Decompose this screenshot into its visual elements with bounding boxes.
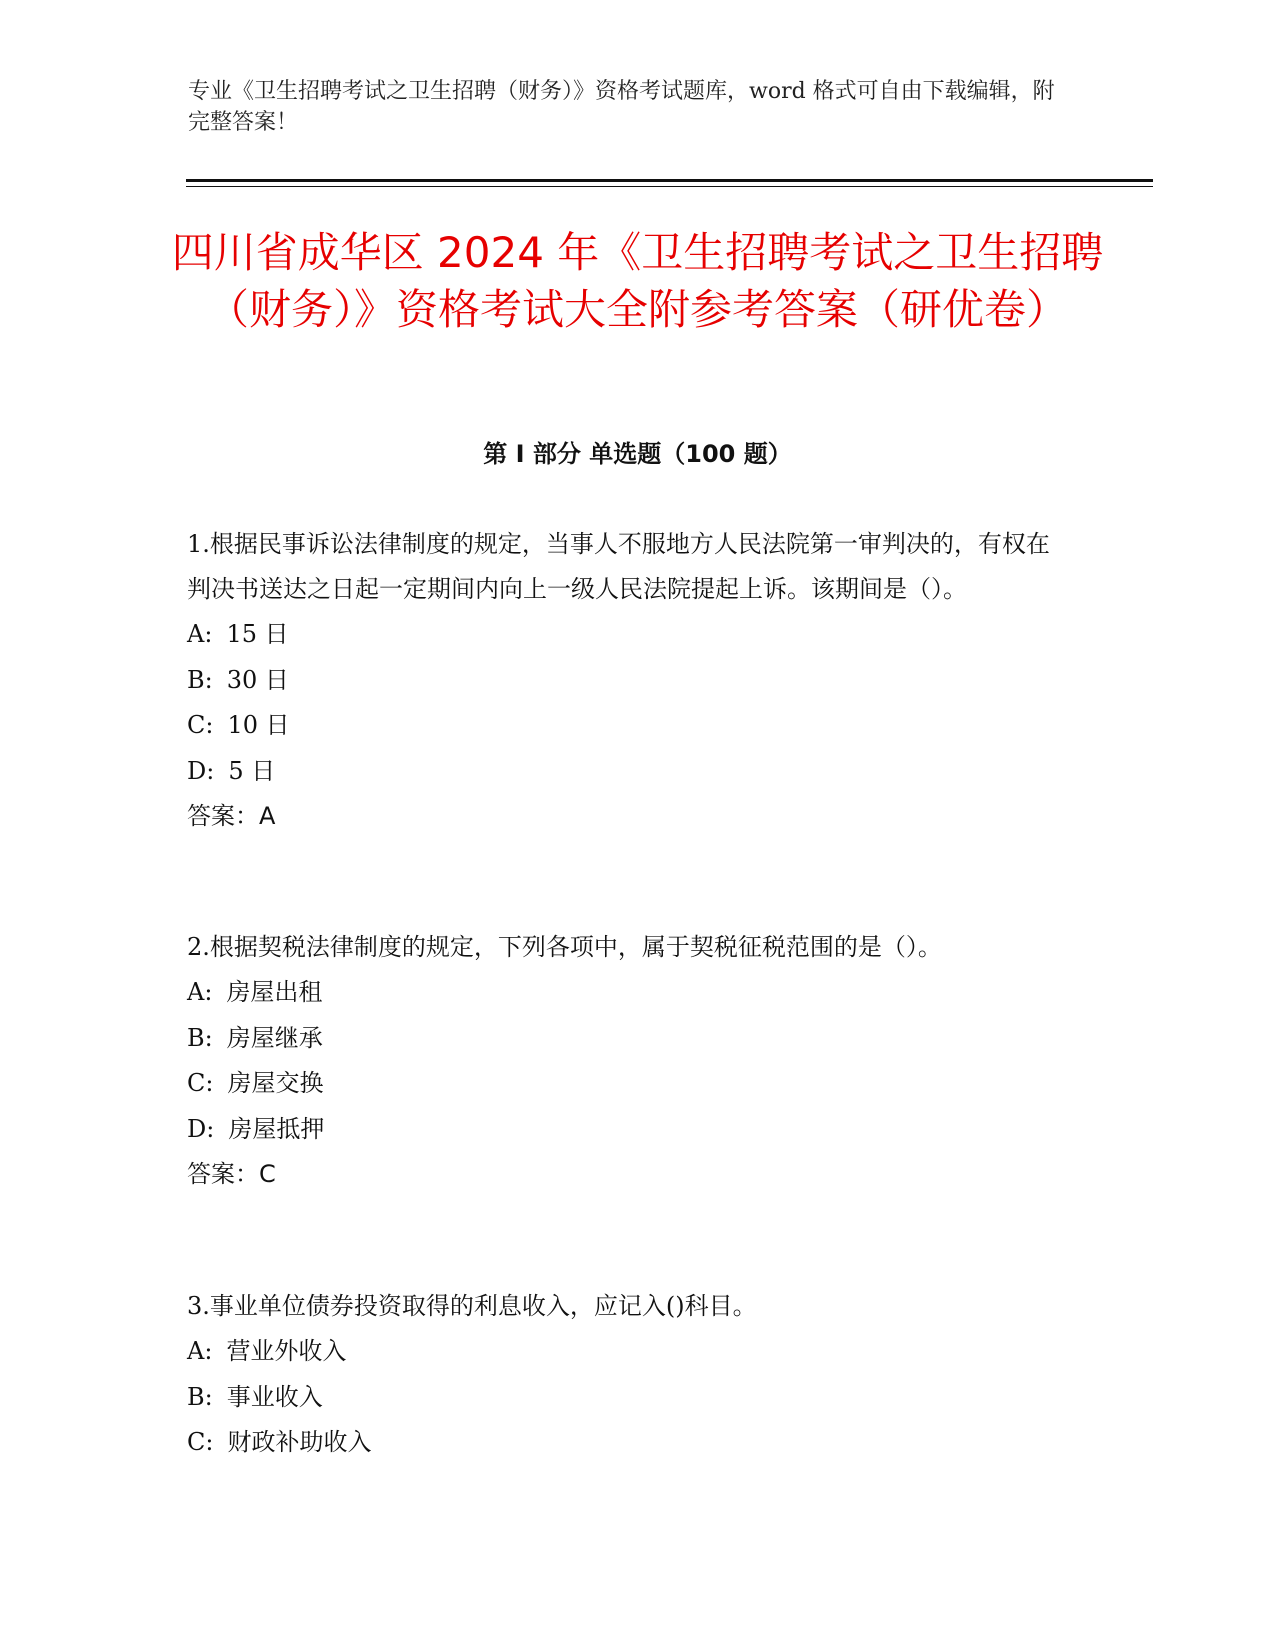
option-separator: : <box>205 1428 214 1456</box>
answer: 答案：A <box>187 802 276 830</box>
option-text: 30 日 <box>226 665 289 694</box>
option-text: 营业外收入 <box>226 1337 347 1365</box>
option-b <box>187 1016 1067 1062</box>
option-text: 事业收入 <box>226 1382 323 1411</box>
option-label: B <box>187 1382 205 1411</box>
option-separator: : <box>204 1023 213 1052</box>
question-2 <box>187 925 1067 1198</box>
option-label: D <box>187 756 207 785</box>
option-label: D <box>187 1114 207 1143</box>
option-label: C <box>187 1069 206 1097</box>
option-separator: : <box>204 1382 213 1411</box>
option-text: 15 日 <box>226 620 289 648</box>
option-separator: : <box>204 978 213 1006</box>
document-title: 四川省成华区 2024 年《卫生招聘考试之卫生招聘（财务）》资格考试大全附参考答案（研优卷） <box>171 228 1104 334</box>
question-3 <box>187 1284 1067 1466</box>
option-text: 5 日 <box>228 756 276 785</box>
option-separator: : <box>205 1069 214 1097</box>
option-separator: : <box>204 665 213 694</box>
option-d <box>187 749 1067 795</box>
answer: 答案：C <box>187 1160 276 1188</box>
option-separator: : <box>206 756 215 785</box>
option-a <box>187 970 1067 1016</box>
option-text: 房屋抵押 <box>228 1114 325 1143</box>
option-c <box>187 1061 1067 1107</box>
option-b <box>187 1375 1067 1421</box>
header-divider-thin <box>186 186 1153 187</box>
option-text: 房屋继承 <box>226 1023 323 1052</box>
question-stem: 2.根据契税法律制度的规定，下列各项中，属于契税征税范围的是（）。 <box>187 933 942 961</box>
header-divider-thick <box>186 179 1153 182</box>
option-b <box>187 658 1067 704</box>
option-separator: : <box>205 711 214 739</box>
option-separator: : <box>204 1337 213 1365</box>
option-text: 财政补助收入 <box>227 1428 372 1456</box>
option-separator: : <box>206 1114 215 1143</box>
section-title: 第 I 部分 单选题（100 题） <box>483 440 792 468</box>
option-label: A <box>187 620 205 648</box>
question-stem: 3.事业单位债券投资取得的利息收入，应记入()科目。 <box>187 1292 757 1320</box>
option-c <box>187 1420 1067 1466</box>
option-a <box>187 1329 1067 1375</box>
option-label: A <box>187 1337 205 1365</box>
option-a <box>187 612 1067 658</box>
question-stem: 1.根据民事诉讼法律制度的规定，当事人不服地方人民法院第一审判决的，有权在判决书送达之日起一定期间内向上一级人民法院提起上诉。该期间是（）。 <box>187 530 1050 603</box>
option-label: C <box>187 1428 206 1456</box>
option-label: B <box>187 665 205 694</box>
option-c <box>187 703 1067 749</box>
question-1 <box>187 522 1067 840</box>
option-label: A <box>187 978 205 1006</box>
option-separator: : <box>204 620 213 648</box>
option-text: 房屋交换 <box>227 1069 324 1097</box>
header-note: 专业《卫生招聘考试之卫生招聘（财务）》资格考试题库，word 格式可自由下载编辑，附完整答案！ <box>188 79 1055 135</box>
option-text: 10 日 <box>227 711 290 739</box>
option-label: B <box>187 1023 205 1052</box>
option-label: C <box>187 711 206 739</box>
option-text: 房屋出租 <box>226 978 323 1006</box>
option-d <box>187 1107 1067 1153</box>
